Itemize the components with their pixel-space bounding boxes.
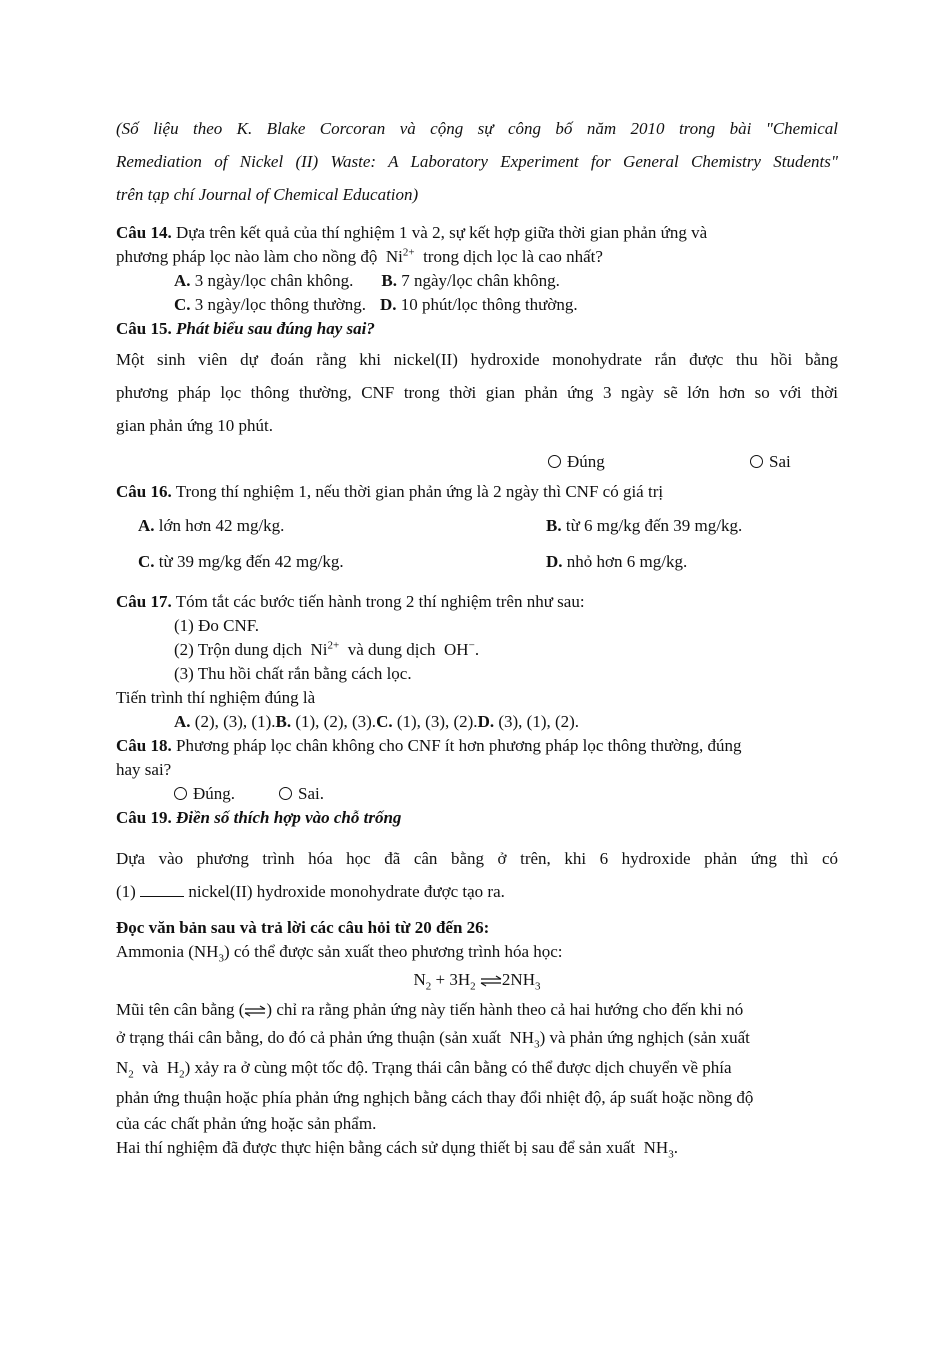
question-text: Trong thí nghiệm 1, nếu thời gian phản ứng là 2 ngày thì CNF có giá trị: [175, 482, 664, 501]
question-text: Dựa trên kết quả của thí nghiệm 1 và 2, sự kết hợp giữa thời gian phản ứng và: [175, 223, 708, 242]
citation-line: (Số liệu theo K. Blake Corcoran và cộng sự công bố năm 2010 trong bài "Chemical: [116, 119, 838, 138]
option-d[interactable]: D. nhỏ hơn 6 mg/kg.: [546, 552, 688, 571]
option-c[interactable]: C. (1), (3), (2).: [376, 712, 478, 731]
question-text: phương pháp lọc nào làm cho nồng độ: [116, 247, 378, 266]
passage-text: của các chất phản ứng hoặc sản phẩm.: [116, 1114, 377, 1133]
question-prompt: Tiến trình thí nghiệm đúng là: [116, 688, 316, 707]
passage-heading: Đọc văn bản sau và trả lời các câu hỏi từ 20 đến 26:: [116, 918, 490, 937]
question-label: Câu 14.: [116, 223, 172, 242]
option-a[interactable]: A. 3 ngày/lọc chân không.: [174, 271, 354, 290]
citation-line: Remediation of Nickel (II) Waste: A Laboratory Experiment for General Chemistry Students": [116, 152, 838, 171]
question-text: Một sinh viên dự đoán rằng khi nickel(II) hydroxide monohydrate rắn được thu hồi bằng: [116, 350, 838, 369]
question-17: [116, 590, 838, 734]
option-d[interactable]: D. (3), (1), (2).: [477, 712, 580, 731]
reading-passage: Đọc văn bản sau và trả lời các câu hỏi từ 20 đến 26: Ammonia $(NH_3)$ có thể được sản xuất theo phương trình hóa học: $N_2 + 3H_2$ $2NH_3$ Mũi tên cân bằng ( ) chỉ ra rằng phản ứng này tiến hành theo cả hai hướng cho đến khi nó ở trạng thái cân bằng, do đó cả phản ứng thuận (sản xuất $NH_3$) và phản ứng nghịch (sản xuất $N_2$ và $H_2$) xảy ra ở cùng một tốc độ. Trạng thái cân bằng có thể được dịch chuyển về phía phản ứng thuận hoặc phía phản ứng nghịch bằng cách thay đổi nhiệt độ, áp suất hoặc nồng độ của các chất phản ứng hoặc sản phẩm. Hai thí nghiệm đã được thực hiện bằng cách sử dụng thiết bị sau để sản xuất $NH_3$.: [116, 916, 838, 1160]
question-text: Dựa vào phương trình hóa học đã cân bằng ở trên, khi 6 hydroxide phản ứng thì có: [116, 849, 838, 868]
document-page: [116, 112, 838, 1160]
step-2: (2) Trộn dung dịch $Ni^{2+}$ và dung dịch OH−.: [174, 639, 480, 659]
chemical-equation: $N_2 + 3H_2$ $2NH_3$: [413, 970, 541, 993]
question-18: [116, 734, 838, 806]
question-14: [116, 221, 838, 317]
equilibrium-arrow-icon: [480, 975, 502, 987]
true-option[interactable]: Đúng.: [174, 784, 235, 803]
step-1: (1) Đo CNF.: [174, 616, 260, 635]
radio-circle-icon[interactable]: [750, 455, 763, 468]
question-title: Phát biểu sau đúng hay sai?: [175, 319, 375, 338]
question-text: gian phản ứng 10 phút.: [116, 416, 274, 435]
option-b[interactable]: B. 7 ngày/lọc chân không.: [381, 271, 560, 290]
option-b[interactable]: B. (1), (2), (3).: [275, 712, 377, 731]
true-option[interactable]: Đúng: [548, 452, 605, 472]
blank-number: (1): [116, 882, 136, 901]
radio-circle-icon[interactable]: [548, 455, 561, 468]
option-a[interactable]: A. lớn hơn 42 mg/kg.: [138, 516, 285, 535]
equilibrium-arrow-icon: [244, 1005, 266, 1017]
question-label: Câu 17.: [116, 592, 172, 611]
question-16: [116, 480, 838, 582]
false-option[interactable]: Sai: [750, 452, 791, 472]
radio-circle-icon[interactable]: [279, 787, 292, 800]
question-label: Câu 16.: [116, 482, 172, 501]
question-text: trong dịch lọc là cao nhất?: [423, 247, 603, 266]
ion-ni: $Ni^{2+}$: [385, 246, 415, 266]
question-text: hay sai?: [116, 760, 172, 779]
radio-circle-icon[interactable]: [174, 787, 187, 800]
passage-text: phản ứng thuận hoặc phía phản ứng nghịch bằng cách thay đổi nhiệt độ, áp suất hoặc nồng độ: [116, 1088, 754, 1107]
question-15: [116, 317, 838, 480]
formula-nh3: $NH_3$: [193, 942, 224, 965]
question-19: [116, 806, 838, 908]
option-d[interactable]: D. 10 phút/lọc thông thường.: [379, 295, 578, 314]
step-3: (3) Thu hồi chất rắn bằng cách lọc.: [174, 664, 412, 683]
option-c[interactable]: C. 3 ngày/lọc thông thường.: [174, 295, 366, 314]
question-label: Câu 18.: [116, 736, 172, 755]
question-title: Điền số thích hợp vào chỗ trống: [175, 808, 402, 827]
question-text: nickel(II) hydroxide monohydrate được tạo ra.: [188, 882, 505, 901]
answer-blank[interactable]: [140, 882, 184, 897]
false-option[interactable]: Sai.: [279, 784, 324, 803]
question-text: phương pháp lọc thông thường, CNF trong thời gian phản ứng 3 ngày sẽ lớn hơn so với thời: [116, 383, 838, 402]
option-a[interactable]: A. (2), (3), (1).: [174, 712, 276, 731]
citation: [116, 112, 838, 211]
option-c[interactable]: C. từ 39 mg/kg đến 42 mg/kg.: [138, 552, 344, 571]
question-label: Câu 19.: [116, 808, 172, 827]
question-text: Phương pháp lọc chân không cho CNF ít hơn phương pháp lọc thông thường, đúng: [175, 736, 742, 755]
question-text: Tóm tắt các bước tiến hành trong 2 thí nghiệm trên như sau:: [175, 592, 585, 611]
question-label: Câu 15.: [116, 319, 172, 338]
citation-line: trên tạp chí Journal of Chemical Education): [116, 185, 419, 204]
option-b[interactable]: B. từ 6 mg/kg đến 39 mg/kg.: [546, 516, 743, 535]
